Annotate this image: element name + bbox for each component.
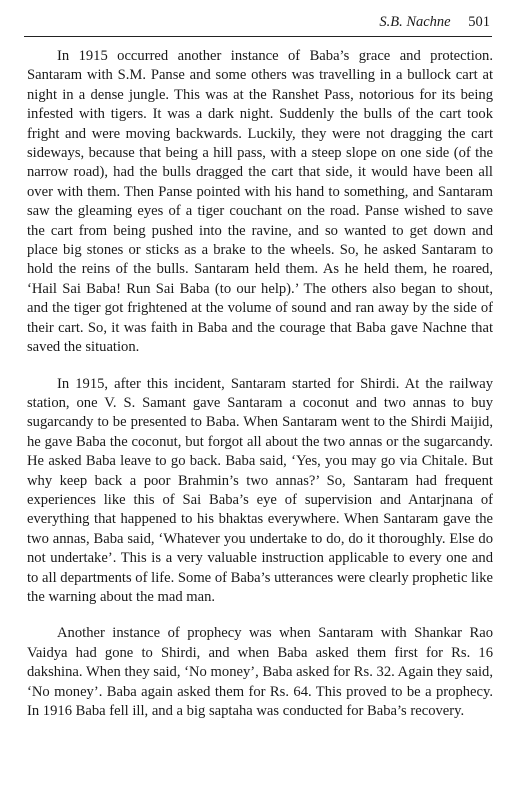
running-head (24, 11, 490, 33)
page-number: 501 (468, 14, 490, 30)
header-rule (24, 36, 492, 37)
body-text (27, 47, 493, 738)
paragraph-tiger-incident: In 1915 occurred another instance of Baba’s grace and protection. Santaram with S.M. Panse and some others was travelling in a bullock cart at night in a dense jungle. This was at the Ranshet Pass, notorious for its being infested with tigers. It was a dark night. Suddenly the bulls of the cart took fright and were moving backwards. Luckily, they were not dragging the cart sideways, because that being a hill pass, with a steep slope on one side (of the narrow road), had the bulls dragged the cart that side, it would have been all over with them. Then Panse pointed with his hand to something, and Santaram saw the gleaming eyes of a tiger couchant on the road. Panse wished to save the cart from being pushed into the ravine, and so wanted to get down and place big stones or sticks as a brake to the wheels. So, he asked Santaram to hold the reins of the bulls. Santaram held them. As he held them, he roared, ‘Hail Sai Baba! Run Sai Baba (to our help).’ The others also began to shout, and the tiger got frightened at the volume of sound and ran away by the side of their cart. So, it was faith in Baba and the courage that Baba gave Nachne that saved the situation. (27, 48, 493, 356)
paragraph-prophecy: Another instance of prophecy was when Santaram with Shankar Rao Vaidya had gone to Shirdi, and when Baba asked them first for Rs. 16 dakshina. When they said, ‘No money’, Baba asked for Rs. 32. Again they said, ‘No money’. Baba again asked them for Rs. 64. This proved to be a prophecy. In 1916 Baba fell ill, and a big saptaha was conducted for Baba’s recovery. (27, 625, 493, 719)
paragraph-two-annas: In 1915, after this incident, Santaram started for Shirdi. At the railway station, one V. S. Samant gave Santaram a coconut and two annas to buy sugarcandy to be presented to Baba. When Santaram went to the Shirdi Maijid, he gave Baba the coconut, but forgot all about the two annas or the sugarcandy. He asked Baba leave to go back. Baba said, ‘Yes, you may go via Chitale. But why keep back a poor Brahmin’s two annas?’ So, Santaram had frequent experiences like this of Sai Baba’s eye of supervision and Antarjnana of everything that happened to his bhaktas everywhere. When Santaram gave the two annas, Baba said, ‘Whatever you undertake to do, do it thoroughly. Else do not undertake’. This is a very valuable instruction applicable to every one and to all departments of life. Some of Baba’s utterances were clearly prophetic like the warning about the mad man. (27, 375, 493, 605)
running-head-author: S.B. Nachne (379, 14, 451, 30)
